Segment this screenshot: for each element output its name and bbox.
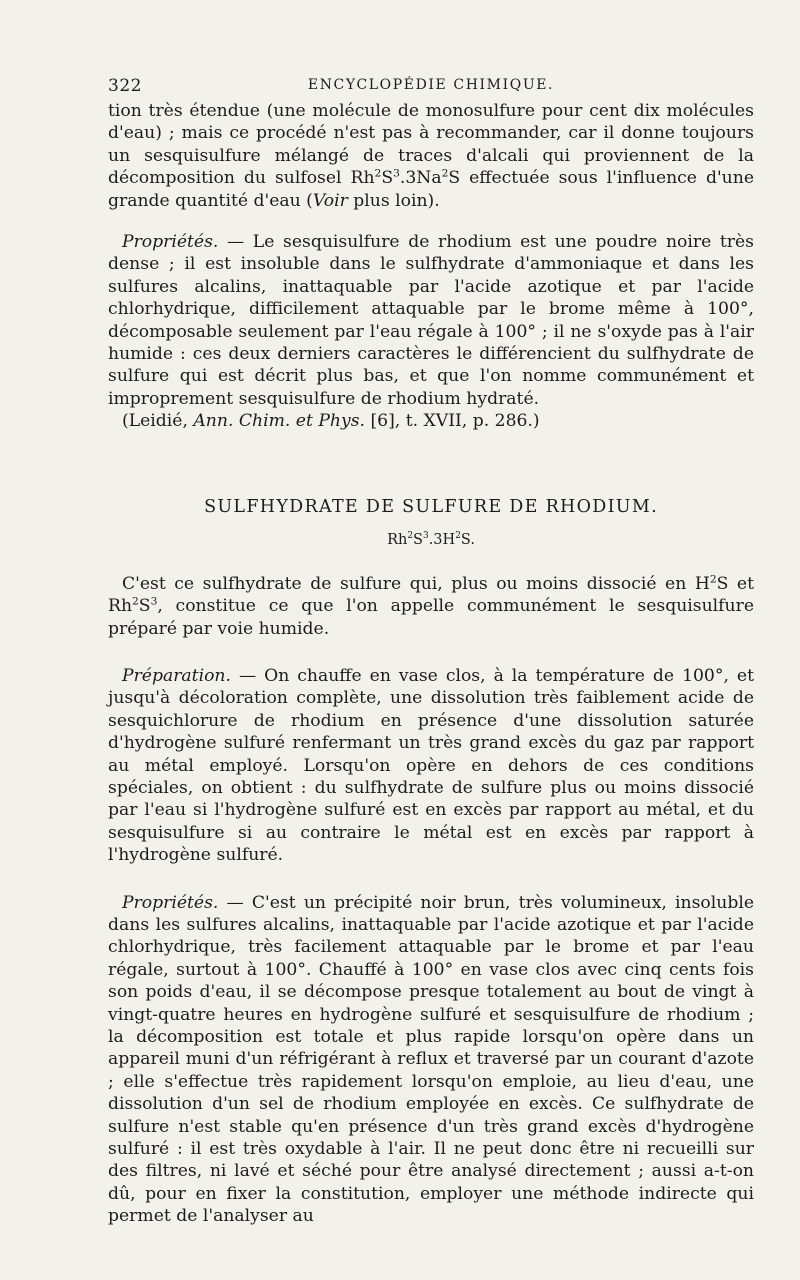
chemical-formula: $Rh^2S^3.3H^2S$. [387, 530, 475, 548]
running-title: ENCYCLOPÉDIE CHIMIQUE. [307, 77, 555, 93]
book-page [108, 70, 754, 1228]
citation: (Leidié, Ann. Chim. et Phys. [6], t. XVII, p. 286.) [122, 411, 540, 432]
paragraph-properties-sesquisulfure: Propriétés. — Le sesquisulfure de rhodium est une poudre noire très dense ; il est insoluble dans le sulfhydrate d'ammoniaque et dans les sulfures alcalins, inattaquable par l'acide azotique et par l'acide chlorhydrique, difficilement attaquable par le brome même à 100°, décomposable seulement par l'eau régale à 100° ; il ne s'oxyde pas à l'air humide : ces deux derniers caractères le différencient du sulfhydrate de sulfure qui est décrit plus bas, et que l'on nomme communément et improprement sesquisulfure de rhodium hydraté. [108, 232, 754, 409]
subheading-properties: Propriétés. [122, 232, 219, 253]
page-header [108, 70, 754, 100]
paragraph-continued: tion très étendue (une molécule de monosulfure pour cent dix molécules d'eau) ; mais ce procédé n'est pas à recommander, car il donne toujours un sesquisulfure mélangé de traces d'alcali qui proviennent de la décomposition du sulfosel $Rh^2S^3.3Na^2S$ effectuée sous l'influence d'une grande quantité d'eau (Voir plus loin). [108, 101, 754, 211]
subheading-properties: Propriétés. [122, 892, 219, 913]
page-number: 322 [108, 76, 142, 96]
section-title: SULFHYDRATE DE SULFURE DE RHODIUM. [204, 496, 658, 517]
paragraph-properties-sulfhydrate: Propriétés. — C'est un précipité noir brun, très volumineux, insoluble dans les sulfures alcalins, inattaquable par l'acide azotique et par l'acide chlorhydrique, très facilement attaquable par le brome et par l'eau régale, surtout à 100°. Chauffé à 100° en vase clos avec cinq cents fois son poids d'eau, il se décompose presque totalement au bout de vingt à vingt-quatre heures en hydrogène sulfuré et sesquisulfure de rhodium ; la décomposition est totale et plus rapide lorsqu'on opère dans un appareil muni d'un réfrigérant à reflux et traversé par un courant d'azote ; elle s'effectue très rapidement lorsqu'on emploie, au lieu d'eau, une dissolution d'un sel de rhodium employée en excès. Ce sulfhydrate de sulfure n'est stable qu'en présence d'un très grand excès d'hydrogène sulfuré : il est très oxydable à l'air. Il ne peut donc être ni recueilli sur des filtres, ni lavé et séché pour être analysé directement ; aussi a-t-on dû, pour en fixer la constitution, employer une méthode indirecte qui permet de l'analyser au [108, 892, 754, 1227]
subheading-preparation: Préparation. [122, 665, 231, 686]
paragraph-preparation: Préparation. — On chauffe en vase clos, à la température de 100°, et jusqu'à décoloration complète, une dissolution très faiblement acide de sesquichlorure de rhodium en présence d'une dissolution saturée d'hydrogène sulfuré renfermant un très grand excès du gaz par rapport au métal employé. Lorsqu'on opère en dehors de ces conditions spéciales, on obtient : du sulfhydrate de sulfure plus ou moins dissocié par l'eau si l'hydrogène sulfuré est en excès par rapport au métal, et du sesquisulfure si au contraire le métal est en excès par rapport à l'hydrogène sulfuré. [108, 665, 754, 866]
paragraph-definition: C'est ce sulfhydrate de sulfure qui, plus ou moins dissocié en $H^2S$ et $Rh^2S^3$, constitue ce que l'on appelle communément le sesquisulfure préparé par voie humide. [108, 571, 754, 639]
